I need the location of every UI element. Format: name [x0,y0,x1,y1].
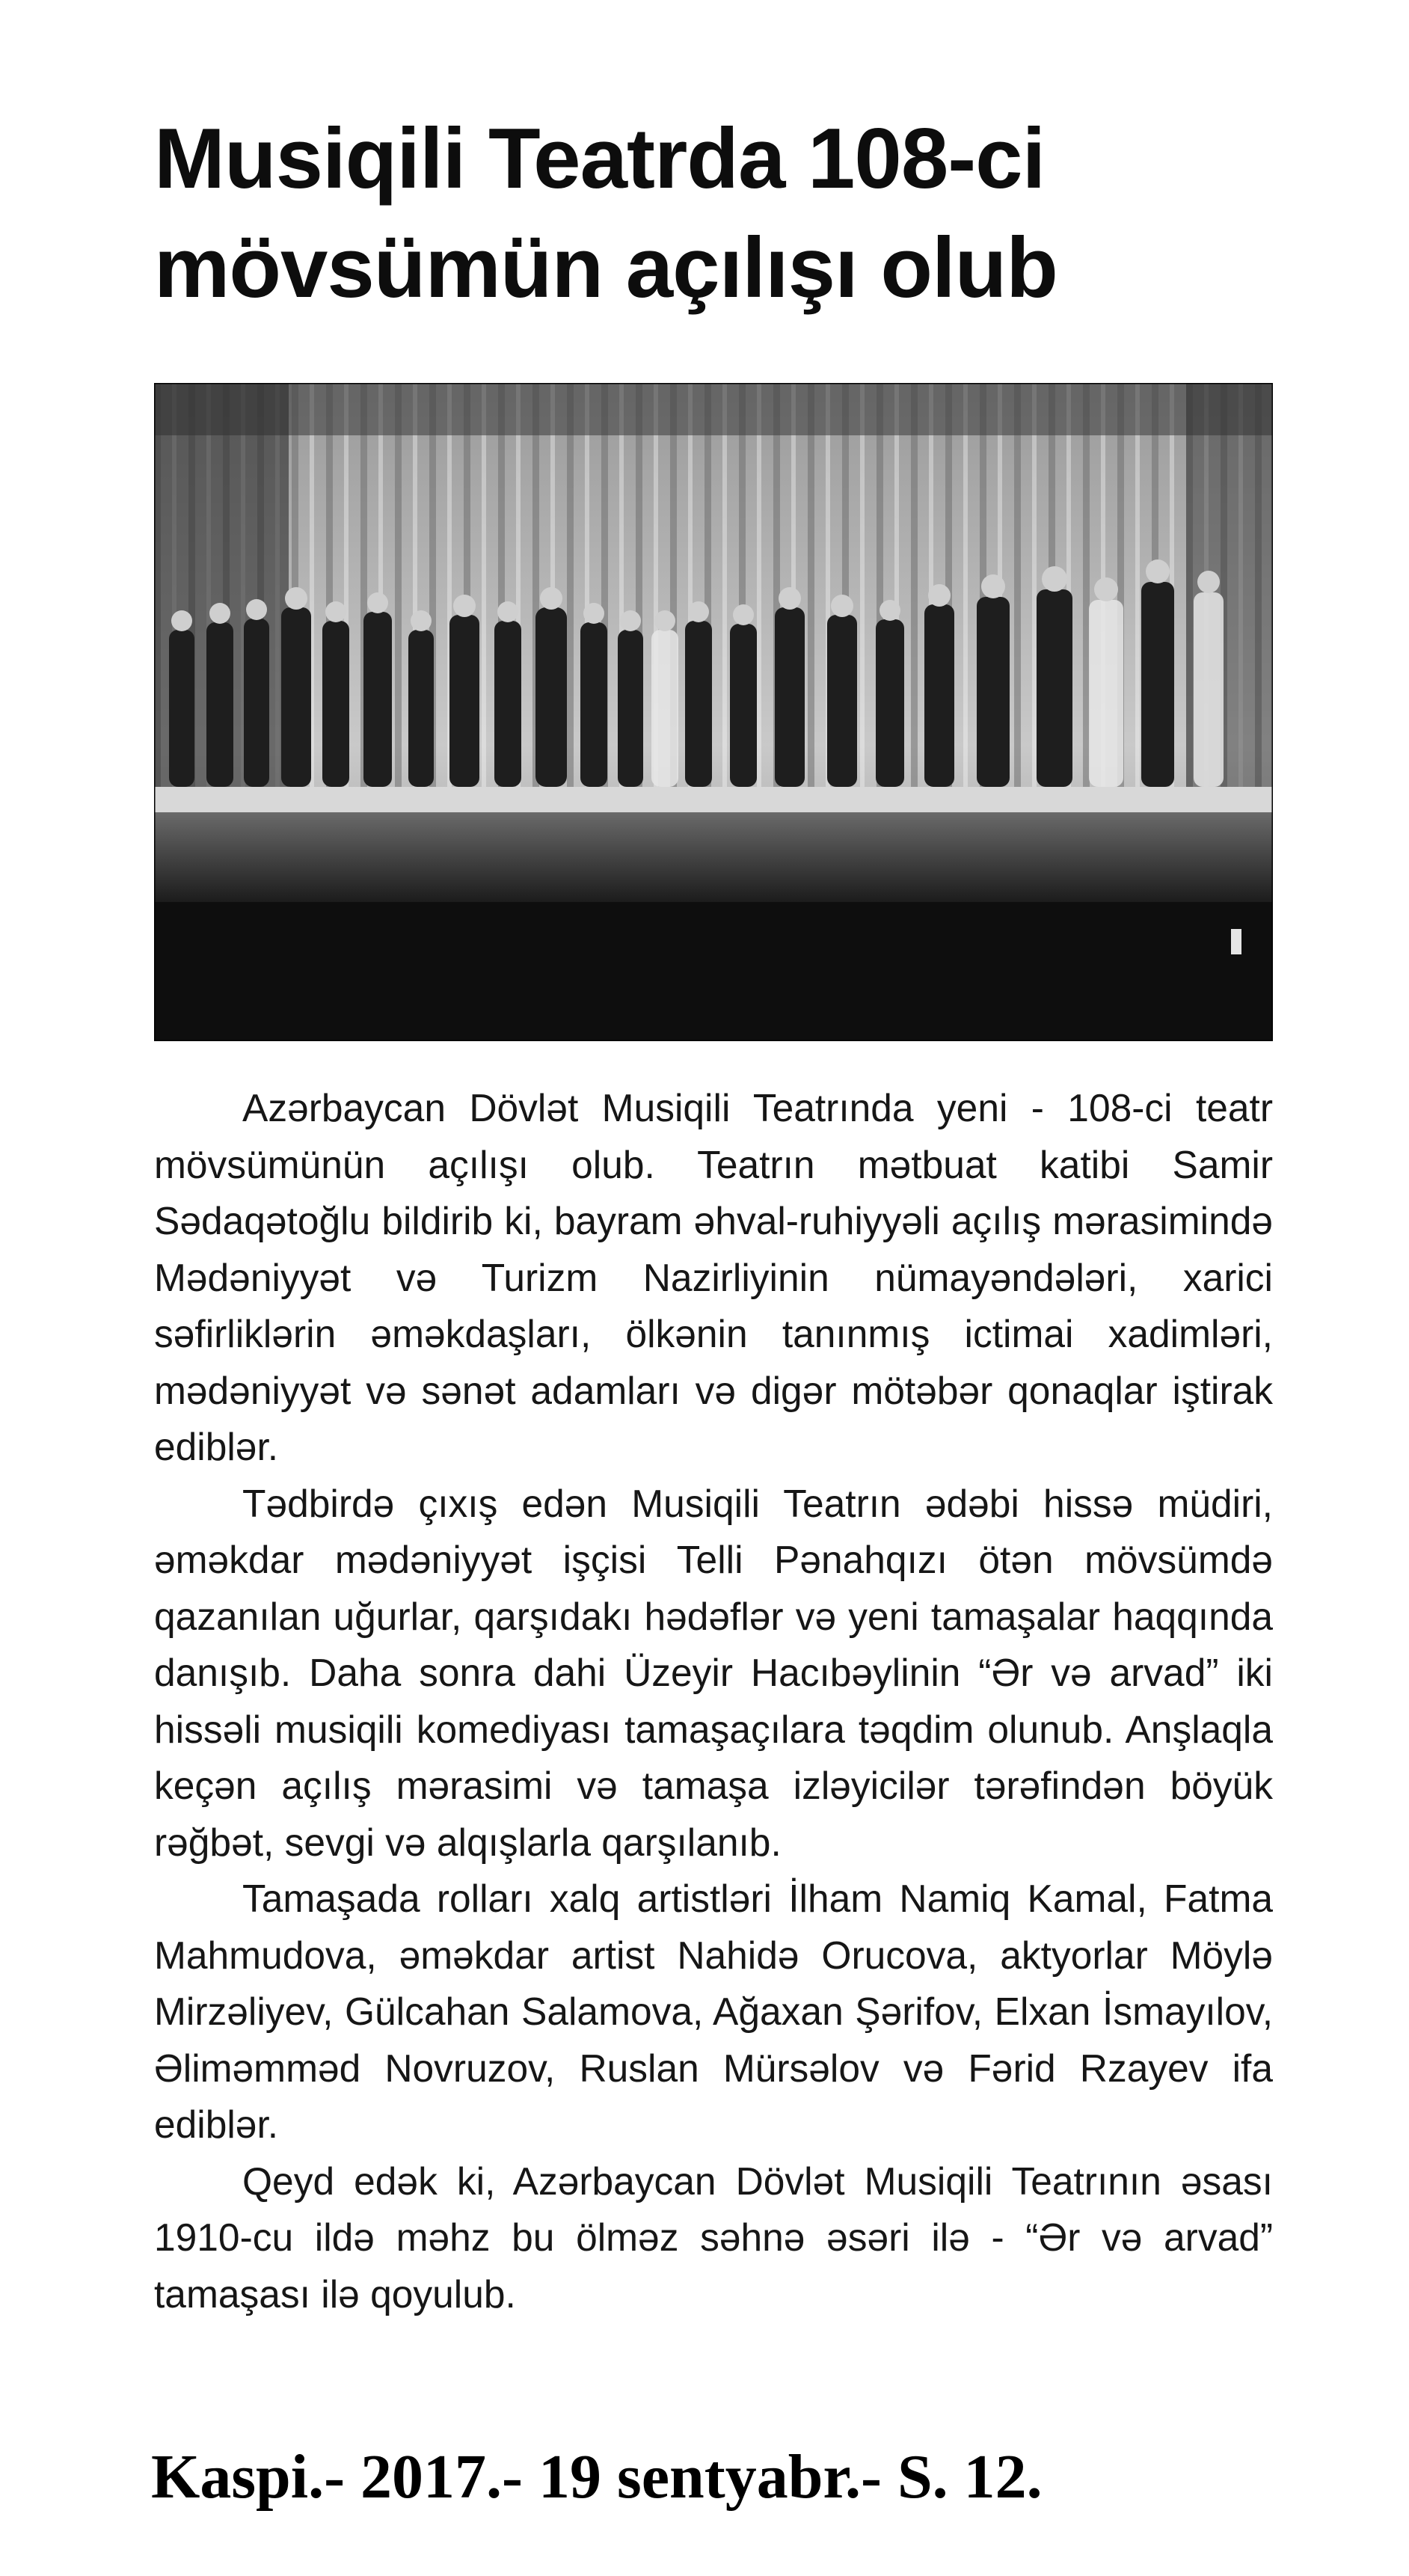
source-citation: Kaspi.- 2017.- 19 sentyabr.- S. 12. [151,2442,1043,2512]
stage-performers-photo [154,383,1273,1041]
article-paragraph: Qeyd edək ki, Azərbaycan Dövlət Musiqili Teatrının əsası 1910-cu ildə məhz bu ölməz səhnə əsəri ilə - “Ər və arvad” tamaşası ilə qoyulub. [154,2159,1273,2316]
headline-line-1: Musiqili Teatrda 108-ci [154,111,1046,206]
headline [154,105,1321,323]
article-paragraph: Azərbaycan Dövlət Musiqili Teatrında yeni - 108-ci teatr mövsümünün açılışı olub. Teatrın mətbuat katibi Samir Sədaqətoğlu bildirib ki, bayram əhval-ruhiyyəli açılış mərasimində Mədəniyyət və Turizm Nazirliyinin nümayəndələri, xarici səfirliklərin əməkdaşları, ölkənin tanınmış ictimai xadimləri, mədəniyyət və sənət adamları və digər mötəbər qonaqlar iştirak ediblər. [154,1086,1273,1468]
article-paragraph: Tamaşada rolları xalq artistləri İlham Namiq Kamal, Fatma Mahmudova, əməkdar artist Nahidə Orucova, aktyorlar Möylə Mirzəliyev, Gülcahan Salamova, Ağaxan Şərifov, Elxan İsmayılov, Əliməmməd Novruzov, Ruslan Mürsəlov və Fərid Rzayev ifa ediblər. [154,1877,1273,2146]
headline-line-2: mövsümün açılışı olub [154,221,1057,316]
article-paragraph: Tədbirdə çıxış edən Musiqili Teatrın ədəbi hissə müdiri, əməkdar mədəniyyət işçisi Telli Pənahqızı ötən mövsümdə qazanılan uğurlar, qarşıdakı hədəflər və yeni tamaşalar haqqında danışıb. Daha sonra dahi Üzeyir Hacıbəylinin “Ər və arvad” iki hissəli musiqili komediyası tamaşaçılara təqdim olunub. Anşlaqla keçən açılış mərasimi və tamaşa izləyicilər tərəfindən böyük rəğbət, sevgi və alqışlarla qarşılanıb. [154,1481,1273,1864]
article-body [154,1080,1273,2322]
